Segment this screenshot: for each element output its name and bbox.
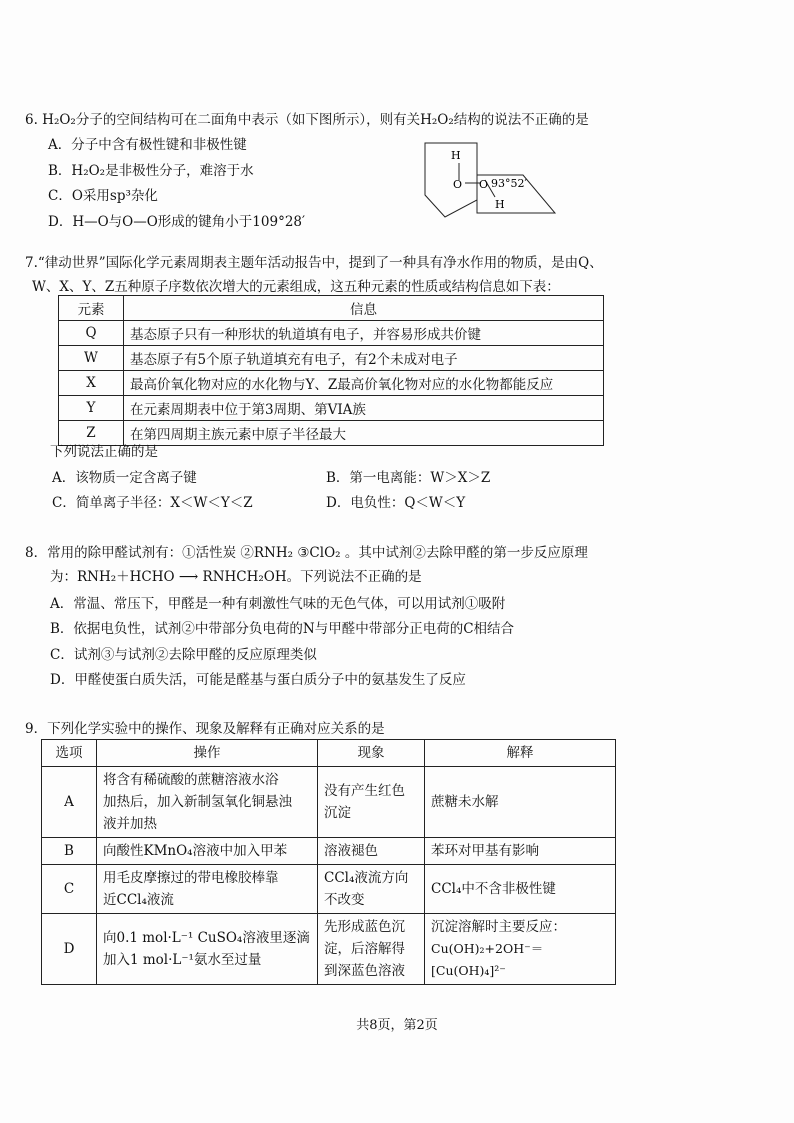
q9-row-b-phenomenon-line: 溶液褪色 bbox=[324, 843, 378, 859]
q7-row-y-element: Y bbox=[59, 396, 124, 421]
q7-row-q-element: Q bbox=[59, 321, 124, 346]
q9-row-b-phenomenon bbox=[318, 838, 425, 865]
q6-stem: 6. H₂O₂分子的空间结构可在二面角中表示（如下图所示），则有关H₂O₂结构的说法不正确的是 bbox=[25, 112, 589, 128]
q9-row-b-operation bbox=[97, 838, 318, 865]
q9-row-c-option: C bbox=[42, 865, 97, 914]
q7-row-x-element: X bbox=[59, 371, 124, 396]
q9-row-c-phenomenon-line: 不改变 bbox=[324, 892, 365, 908]
q7-row-y-info: 在元素周期表中位于第3周期、第VIA族 bbox=[124, 396, 604, 421]
q8-option-a: A．常温、常压下，甲醛是一种有刺激性气味的无色气体，可以用试剂①吸附 bbox=[50, 596, 506, 612]
q9-header-operation: 操作 bbox=[97, 740, 318, 767]
q7-header-info: 信息 bbox=[124, 296, 604, 321]
q9-row-c-operation-line: 用毛皮摩擦过的带电橡胶棒靠 bbox=[103, 870, 279, 886]
page-footer: 共8页，第2页 bbox=[356, 1018, 438, 1033]
q9-header-option: 选项 bbox=[42, 740, 97, 767]
q9-row-d-option: D bbox=[42, 914, 97, 985]
q9-row-a-operation-line: 液并加热 bbox=[103, 816, 157, 832]
q9-row-b-explanation-line: 苯环对甲基有影响 bbox=[431, 843, 539, 859]
q9-row-c-operation-line: 近CCl₄液流 bbox=[103, 892, 174, 908]
q7-header-element: 元素 bbox=[59, 296, 124, 321]
q8-option-c: C．试剂③与试剂②去除甲醛的反应原理类似 bbox=[50, 647, 317, 663]
q7-option-b: B．第一电离能：W＞X＞Z bbox=[326, 470, 491, 486]
q9-row-d-phenomenon-line: 先形成蓝色沉 bbox=[324, 919, 405, 935]
fig-h2-label: H bbox=[495, 198, 505, 211]
q9-row-a-operation bbox=[97, 767, 318, 838]
q9-experiment-table bbox=[41, 739, 616, 985]
q8-option-d: D．甲醛使蛋白质失活，可能是醛基与蛋白质分子中的氨基发生了反应 bbox=[50, 672, 466, 688]
q9-row-d-operation bbox=[97, 914, 318, 985]
q7-stem-line1: 7.“律动世界”国际化学元素周期表主题年活动报告中，提到了一种具有净水作用的物质，是由Q、 bbox=[25, 255, 603, 271]
fig-h1-label: H bbox=[451, 149, 461, 162]
q7-option-a: A．该物质一定含离子键 bbox=[52, 470, 197, 486]
q9-row-c-phenomenon-line: CCl₄液流方向 bbox=[324, 870, 409, 886]
fig-o1-label: O bbox=[453, 178, 463, 191]
q9-row-d-phenomenon-line: 到深蓝色溶液 bbox=[324, 963, 405, 979]
q7-row-z-element: Z bbox=[59, 421, 124, 446]
q6-option-b: B．H₂O₂是非极性分子，难溶于水 bbox=[48, 163, 254, 179]
q9-stem: 9．下列化学实验中的操作、现象及解释有正确对应关系的是 bbox=[25, 721, 385, 737]
q8-stem-line2: 为：RNH₂＋HCHO ⟶ RNHCH₂OH。下列说法不正确的是 bbox=[50, 569, 422, 585]
q9-row-d-operation-line: 加入1 mol·L⁻¹氨水至过量 bbox=[103, 952, 262, 968]
q8-option-b: B．依据电负性，试剂②中带部分负电荷的N与甲醛中带部分正电荷的C相结合 bbox=[50, 621, 515, 637]
q7-row-q-info: 基态原子只有一种形状的轨道填有电子，并容易形成共价键 bbox=[124, 321, 604, 346]
q7-option-d: D．电负性：Q＜W＜Y bbox=[326, 495, 466, 511]
q9-header-explanation: 解释 bbox=[425, 740, 616, 767]
q7-element-table bbox=[58, 295, 604, 446]
q9-row-d-explanation-line: Cu(OH)₂+2OH⁻＝[Cu(OH)₄]²⁻ bbox=[431, 941, 544, 978]
q7-prompt: 下列说法正确的是 bbox=[50, 444, 158, 460]
q9-row-c-operation bbox=[97, 865, 318, 914]
q9-row-c-phenomenon bbox=[318, 865, 425, 914]
q7-row-w-info: 基态原子有5个原子轨道填充有电子，有2个未成对电子 bbox=[124, 346, 604, 371]
q9-row-a-phenomenon-line: 没有产生红色 bbox=[324, 783, 405, 799]
q9-row-c-explanation bbox=[425, 865, 616, 914]
q6-option-d: D．H—O与O—O形成的键角小于109°28′ bbox=[48, 214, 306, 230]
h2o2-dihedral-figure bbox=[415, 135, 565, 225]
q9-row-d-explanation bbox=[425, 914, 616, 985]
q9-row-d-phenomenon-line: 淀，后溶解得 bbox=[324, 941, 405, 957]
q7-option-c: C．简单离子半径：X＜W＜Y＜Z bbox=[52, 495, 253, 511]
q9-row-d-operation-line: 向0.1 mol·L⁻¹ CuSO₄溶液里逐滴 bbox=[103, 930, 310, 946]
q6-option-c: C．O采用sp³杂化 bbox=[48, 188, 158, 204]
q9-row-b-option: B bbox=[42, 838, 97, 865]
q9-row-a-explanation bbox=[425, 767, 616, 838]
q6-option-a: A．分子中含有极性键和非极性键 bbox=[48, 137, 247, 153]
q7-row-x-info: 最高价氧化物对应的水化物与Y、Z最高价氧化物对应的水化物都能反应 bbox=[124, 371, 604, 396]
q9-row-a-phenomenon bbox=[318, 767, 425, 838]
q7-stem-line2: W、X、Y、Z五种原子序数依次增大的元素组成，这五种元素的性质或结构信息如下表： bbox=[32, 279, 560, 295]
q9-row-a-option: A bbox=[42, 767, 97, 838]
q9-row-a-explanation-line: 蔗糖未水解 bbox=[431, 794, 499, 810]
q9-row-c-explanation-line: CCl₄中不含非极性键 bbox=[431, 881, 556, 897]
q9-row-d-phenomenon bbox=[318, 914, 425, 985]
fig-o2-label: O bbox=[479, 178, 489, 191]
q7-row-w-element: W bbox=[59, 346, 124, 371]
q9-row-a-operation-line: 加热后，加入新制氢氧化铜悬浊 bbox=[103, 794, 292, 810]
q9-row-d-explanation-line: 沉淀溶解时主要反应： bbox=[431, 919, 566, 935]
q9-row-b-operation-line: 向酸性KMnO₄溶液中加入甲苯 bbox=[103, 843, 288, 859]
fig-angle-label: 93°52′ bbox=[491, 177, 527, 190]
q8-stem-line1: 8．常用的除甲醛试剂有：①活性炭 ②RNH₂ ③ClO₂ 。其中试剂②去除甲醛的第一步反应原理 bbox=[25, 545, 588, 561]
q9-header-phenomenon: 现象 bbox=[318, 740, 425, 767]
q9-row-a-phenomenon-line: 沉淀 bbox=[324, 805, 351, 821]
q9-row-a-operation-line: 将含有稀硫酸的蔗糖溶液水浴 bbox=[103, 772, 279, 788]
q9-row-b-explanation bbox=[425, 838, 616, 865]
q7-row-z-info: 在第四周期主族元素中原子半径最大 bbox=[124, 421, 604, 446]
